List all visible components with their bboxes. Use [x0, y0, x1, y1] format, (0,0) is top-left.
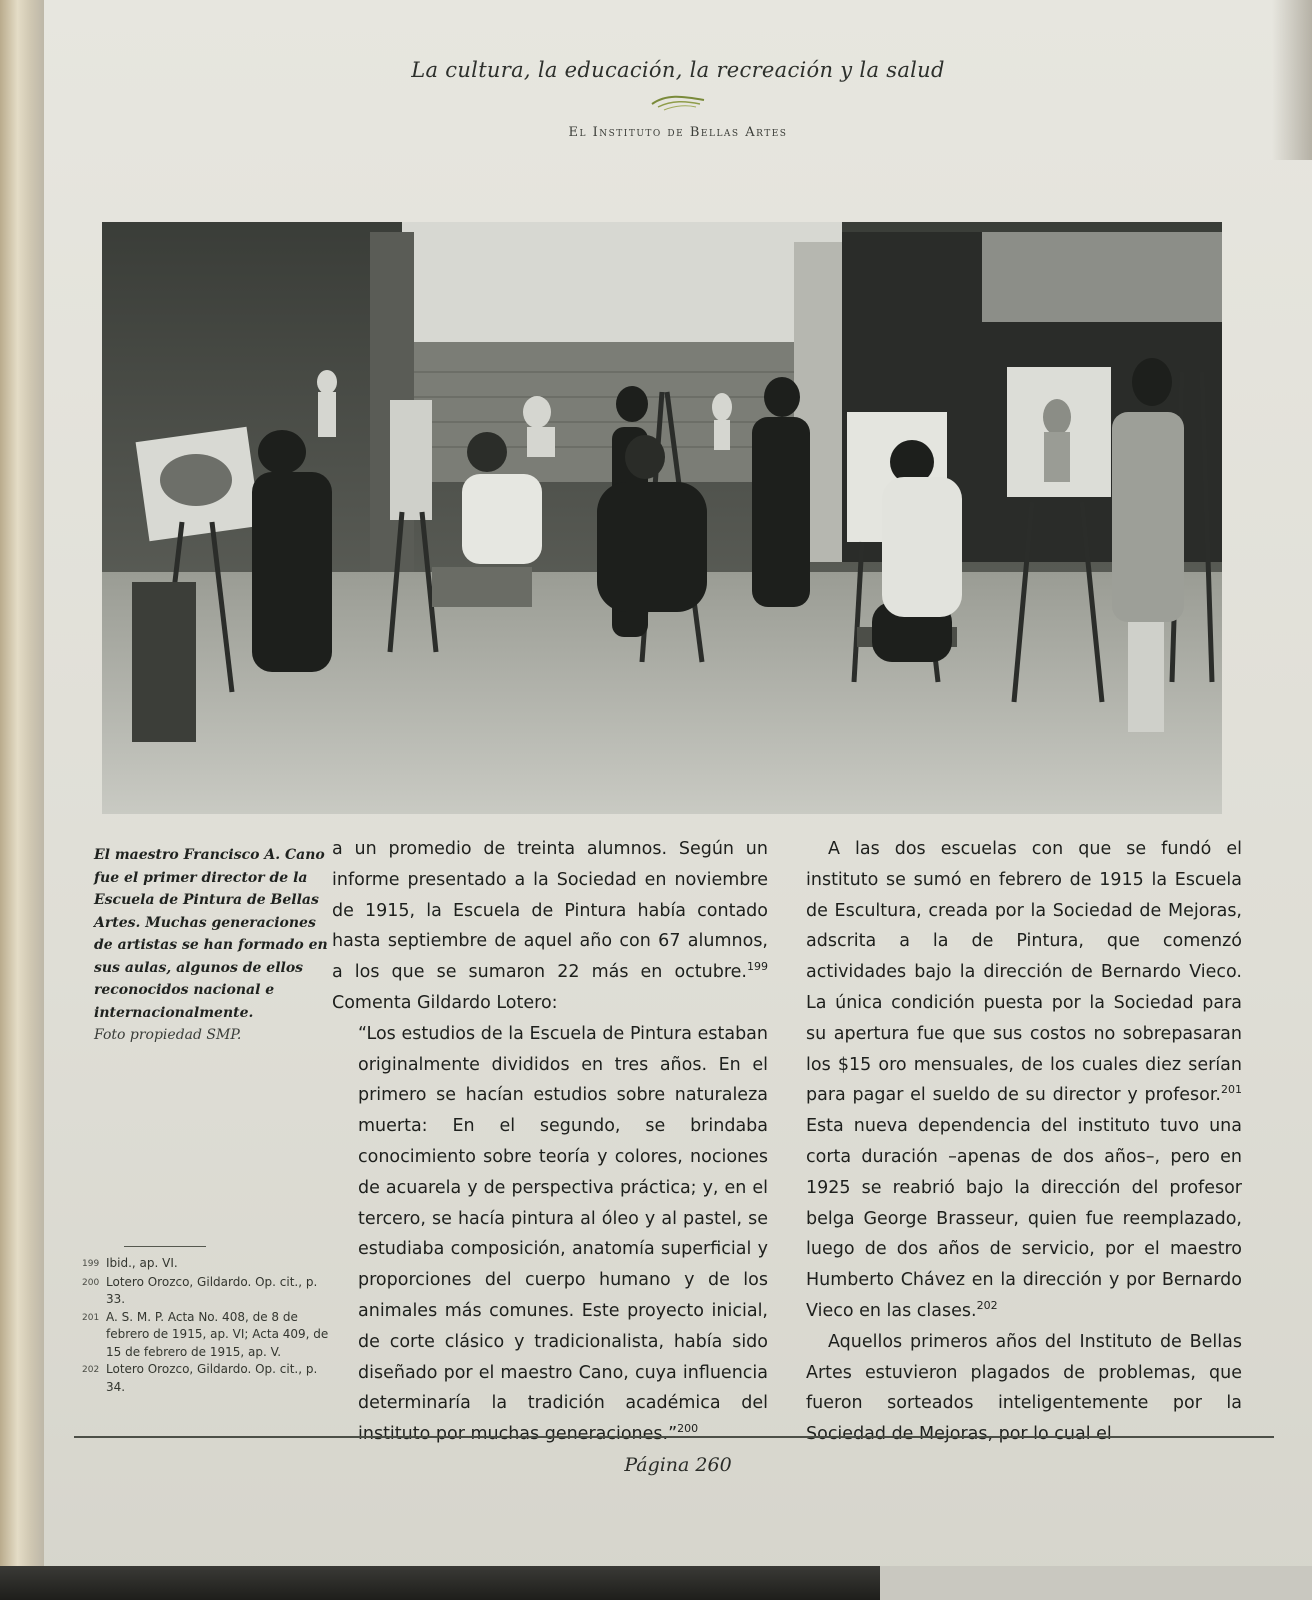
paragraph-text: a un promedio de treinta alumnos. Según un informe presentado a la Sociedad en noviembre de 1915, la Escuela de Pintura había contado hasta septiembre de aquel año con 67 alumnos, a los que se sumaron 22 más en octubre. — [332, 839, 768, 983]
footnote — [82, 1361, 332, 1396]
paragraph-text: Comenta Gildardo Lotero: — [332, 992, 558, 1013]
historical-photo — [102, 222, 1222, 814]
page-number: Página 260 — [624, 1454, 732, 1476]
paper-sheet-edge — [880, 1566, 1312, 1600]
paragraph: Aquellos primeros años del Instituto de Bellas Artes estuvieron plagados de problemas, que fueron sorteados inteligentemente por la Sociedad de Mejoras, por lo cual el — [806, 1331, 1242, 1445]
footer-rule — [74, 1436, 1274, 1438]
footnote-number: 200 — [82, 1277, 100, 1288]
footnote-number: 199 — [82, 1259, 100, 1269]
photo-caption — [94, 844, 334, 1047]
footnote-rule — [124, 1246, 206, 1247]
desk-background — [0, 1566, 1312, 1600]
photo-credit: Foto propiedad SMP. — [94, 1027, 242, 1043]
footnote — [82, 1274, 332, 1309]
body-column-right — [806, 834, 1242, 1450]
quote-text: “Los estudios de la Escuela de Pintura estaban originalmente divididos en tres años. En el primero se hacían estudios sobre naturaleza muerta: En el segundo, se brindaba conocimiento sobre teoría y colores, nociones de acuarela y de perspectiva práctica; y, en el tercero, se hacía pintura al óleo y al pastel, se estudiaba composición, anatomía superficial y proporciones del cuerpo humano y de los animales más comunes. Este proyecto inicial, de corte clásico y tradicionalista, había sido diseñado por el maestro Cano, cuya influencia determinaría la tradición académica del instituto por muchas generaciones.” — [358, 1023, 768, 1445]
footnotes — [82, 1246, 332, 1396]
section-title: El Instituto de Bellas Artes — [568, 125, 788, 140]
footnote-text: A. S. M. P. Acta No. 408, de 8 de febrero de 1915, ap. VI; Acta 409, de 15 de febrero de 1915, ap. V. — [106, 1309, 329, 1359]
running-header-title: La cultura, la educación, la recreación y la salud — [411, 58, 945, 82]
block-quote — [332, 1019, 768, 1450]
body-column-middle — [332, 834, 768, 1450]
footnote-number: 201 — [82, 1312, 100, 1323]
footnote-ref: 202 — [976, 1299, 998, 1313]
paragraph-text: A las dos escuelas con que se fundó el instituto se sumó en febrero de 1915 la Escuela de Escultura, creada por la Sociedad de Mejoras, adscrita a la de Pintura, que comenzó actividades bajo la dirección de Bernardo Vieco. La única condición puesta por la Sociedad para su apertura fue que sus costos no sobrepasaran los $15 oro mensuales, de los cuales diez serían para pagar el sueldo de su director y profesor. — [806, 839, 1242, 1106]
footnote-ref: 201 — [1221, 1083, 1242, 1097]
footnote-ref: 199 — [747, 960, 768, 974]
paragraph — [332, 834, 768, 1019]
caption-text: El maestro Francisco A. Cano fue el primer director de la Escuela de Pintura de Bellas Artes. Muchas generaciones de artistas se han formado en sus aulas, algunos de ellos reconocidos nacional e internacionalmente. — [94, 847, 328, 1021]
footnote-text: Lotero Orozco, Gildardo. Op. cit., p. 33. — [106, 1274, 318, 1306]
book-spine — [0, 0, 44, 1600]
paragraph-text: Esta nueva dependencia del instituto tuvo una corta duración –apenas de dos años–, pero en 1925 se reabrió bajo la dirección del profesor belga George Brasseur, quien fue reemplazado, luego de dos años de servicio, por el maestro Humberto Chávez en la dirección y por Bernardo Vieco en las clases. — [806, 1116, 1242, 1321]
footnote-number: 202 — [82, 1365, 100, 1375]
footnote — [82, 1309, 332, 1362]
footnote-text: Lotero Orozco, Gildardo. Op. cit., p. 34. — [106, 1362, 318, 1394]
footnote-text: Ibid., ap. VI. — [106, 1256, 178, 1270]
book-page — [44, 0, 1312, 1600]
footnote-ref: 200 — [677, 1422, 699, 1436]
flourish-ornament-icon — [648, 92, 708, 112]
footnote — [82, 1255, 332, 1274]
paragraph — [806, 834, 1242, 1327]
